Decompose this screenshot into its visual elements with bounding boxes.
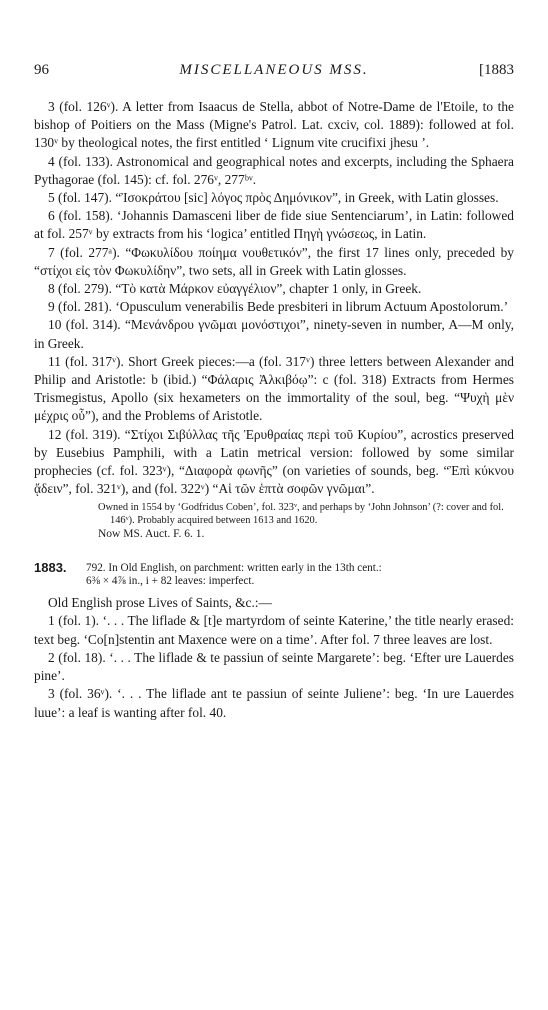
section-marker: [1883 (479, 62, 514, 78)
paragraph-item-11: 11 (fol. 317ᵛ). Short Greek pieces:—a (fol. 317ᵛ) three letters between Alexander and Philip and Aristotle: b (ibid.) “Φάλαρις Ἀλκιβόῳ”: c (fol. 318) Extracts from Hermes Trismegistus, Apollo (six hexameters on the immortality of the soul, beg. “Ψυχὴ μὲν μέχρις οὗ”), and the Problems of Aristotle. (34, 353, 514, 424)
entry-heading (34, 562, 514, 588)
running-title: MISCELLANEOUS MSS. (179, 62, 369, 78)
paragraph-item-3: 3 (fol. 126ᵛ). A letter from Isaacus de Stella, abbot of Notre-Dame de l'Etoile, to the bishop of Poitiers on the Mass (Migne's Patrol. Lat. cxciv, col. 1889): followed at fol. 130ᵛ by theological notes, the first entitled ‘ Lignum vite crucifixi jhesu ’. (34, 99, 514, 151)
paragraph-item-4: 4 (fol. 133). Astronomical and geographical notes and excerpts, including the Sphaera Pythagorae (fol. 145): cf. fol. 276ᵛ, 277ᵇᵛ. (34, 153, 514, 187)
item-list-part2 (34, 594, 514, 721)
page-number: 96 (34, 62, 49, 78)
paragraph-item-10: 10 (fol. 314). “Μενάνδρου γνῶμαι μονόστιχοι”, ninety-seven in number, A—M only, in Greek. (34, 317, 514, 351)
paragraph-life-3: 3 (fol. 36ᵛ). ‘. . . The liflade ant te passiun of seinte Juliene’: beg. ‘In ure Lauerdes luue’: a leaf is wanting after fol. 40. (34, 686, 514, 720)
paragraph-intro: Old English prose Lives of Saints, &c.:— (48, 595, 272, 611)
entry-description-line1: 792. In Old English, on parchment: written early in the 13th cent.: (86, 562, 382, 575)
book-page (34, 62, 514, 722)
item-list-part1 (34, 98, 514, 498)
entry-description-line2: 6⅜ × 4⅞ in., i + 82 leaves: imperfect. (86, 575, 255, 588)
provenance-note: Owned in 1554 by ‘Godfridus Coben’, fol. 323ᵛ, and perhaps by ‘John Johnson’ (?: cover and fol. 146ᵛ). Probably acquired between 1613 and 1620. (98, 502, 504, 526)
paragraph-life-2: 2 (fol. 18). ‘. . . The liflade & te passiun of seinte Margarete’: beg. ‘Efter ure Lauerdes pine’. (34, 649, 514, 684)
paragraph-life-1: 1 (fol. 1). ‘. . . The liflade & [t]e martyrdom of seinte Katerine,’ the title nearly erased: text beg. ‘Co[n]stentin ant Maxence were on a time’. After fol. 7 three leaves are lost. (34, 613, 514, 647)
paragraph-item-7: 7 (fol. 277ᵃ). “Φωκυλίδου ποίημα νουθετικόν”, the first 17 lines only, preceded by “στίχοι εἰς τὸν Φωκυλίδην”, two sets, all in Greek with Latin glosses. (34, 244, 514, 278)
paragraph-item-9: 9 (fol. 281). ‘Opusculum venerabilis Bede presbiteri in librum Actuum Apostolorum.’ (48, 299, 509, 315)
paragraph-item-5: 5 (fol. 147). “Ἰσοκράτου [sic] λόγος πρὸς Δημόνικον”, in Greek, with Latin glosses. (48, 190, 499, 206)
entry-number: 1883. (34, 560, 67, 576)
paragraph-item-12: 12 (fol. 319). “Στίχοι Σιβύλλας τῆς Ἐρυθραίας περὶ τοῦ Κυρίου”, acrostics preserved by Eusebius Pamphili, with a Latin metrical version: followed by some similar prophecies (cf. fol. 323ᵛ), “Διαφορὰ φωνῆς” (on varieties of sounds, beg. “Ἐπὶ κύκνου ᾄδειν”, fol. 321ᵛ), and (fol. 322ᵛ) “Αἱ τῶν ἑπτὰ σοφῶν γνῶμαι”. (34, 426, 514, 497)
shelfmark: Now MS. Auct. F. 6. 1. (98, 528, 205, 541)
paragraph-item-8: 8 (fol. 279). “Τὸ κατὰ Μάρκον εὐαγγέλιον”, chapter 1 only, in Greek. (48, 281, 422, 297)
running-header (34, 62, 514, 84)
paragraph-item-6: 6 (fol. 158). ‘Johannis Damasceni liber de fide siue Sentenciarum’, in Latin: followed at fol. 257ᵛ by extracts from his ‘logica’ entitled Πηγὴ γνώσεως, in Latin. (34, 208, 514, 242)
